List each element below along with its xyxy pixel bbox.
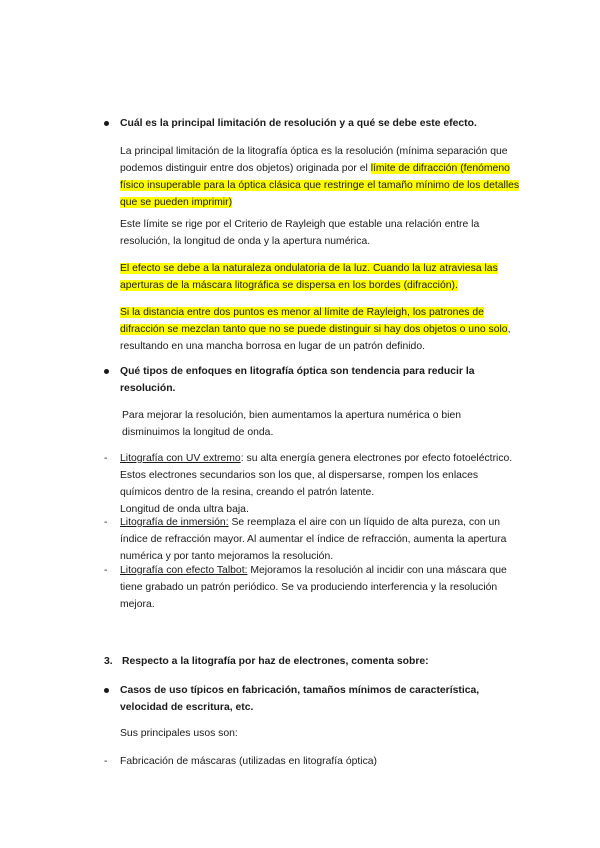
q1-p3-highlight: El efecto se debe a la naturaleza ondulatoria de la luz. Cuando la luz atraviesa las aperturas de la máscara litográfica se dispersa en los bordes (difracción). (120, 263, 498, 291)
dash-icon: - (104, 517, 108, 528)
q1-paragraph-2: Este límite se rige por el Criterio de Rayleigh que estable una relación entre la resolución, la longitud de onda y la apertura numérica. (120, 219, 480, 247)
bullet-icon (104, 369, 109, 374)
list-item-extra-line: Longitud de onda ultra baja. (120, 504, 249, 515)
section-3-title: Respecto a la litografía por haz de electrones, comenta sobre: (122, 656, 429, 667)
list-item-immersion (120, 514, 520, 565)
q1-paragraph-1 (120, 143, 520, 211)
question-1-title: Cuál es la principal limitación de resolución y a qué se debe este efecto. (120, 118, 477, 129)
q1-p4-highlight: Si la distancia entre dos puntos es menor al límite de Rayleigh, los patrones de difracción se mezclan tanto que no se puede distinguir si hay dos objetos o uno solo (120, 307, 508, 335)
list-item-masks: Fabricación de máscaras (utilizadas en litografía óptica) (120, 756, 378, 767)
bullet-icon (104, 121, 109, 126)
list-item-label: Litografía con efecto Talbot: (120, 565, 248, 576)
list-item-text: Se reemplaza el aire con un líquido de alta pureza, con un índice de refracción mayor. Al aumentar el índice de refracción, aumenta la apertura numérica y por tanto mejoramos la resolución. (120, 517, 507, 562)
question-2-title: Qué tipos de enfoques en litografía óptica son tendencia para reducir la resolución. (120, 366, 475, 394)
list-item-label: Litografía con UV extremo (120, 453, 241, 464)
section-3-number: 3. (104, 656, 113, 667)
list-item-text: Mejoramos la resolución al incidir con una máscara que tiene grabado un patrón periódico. Se va produciendo interferencia y la resolución mejora. (120, 565, 507, 610)
list-item-label: Litografía de inmersión: (120, 517, 229, 528)
q1-p4-text: , resultando en una mancha borrosa en lugar de un patrón definido. (120, 324, 511, 352)
q1-p1-text: La principal limitación de la litografía óptica es la resolución (mínima separación que podemos distinguir entre dos objetos) originada por el (120, 146, 508, 174)
dash-icon: - (104, 756, 108, 767)
q1-p1-highlight: límite de difracción (fenómeno físico insuperable para la óptica clásica que restringe el tamaño mínimo de los detalles que se pueden imprimir) (120, 163, 520, 208)
list-item-text: : su alta energía genera electrones por efecto fotoeléctrico. Estos electrones secundarios son los que, al dispersarse, rompen los enlaces químicos dentro de la resina, creando el patrón latente. (120, 453, 513, 498)
q1-paragraph-3 (120, 260, 520, 294)
bullet-icon (104, 688, 109, 693)
list-item-talbot (120, 562, 520, 613)
q2-intro: Para mejorar la resolución, bien aumentamos la apertura numérica o bien disminuimos la longitud de onda. (122, 410, 462, 438)
list-item-euv (120, 450, 520, 518)
dash-icon: - (104, 565, 108, 576)
q1-paragraph-4 (120, 304, 520, 355)
section-3-bullet-title: Casos de uso típicos en fabricación, tamaños mínimos de característica, velocidad de escritura, etc. (120, 685, 480, 713)
dash-icon: - (104, 453, 108, 464)
section-3-intro: Sus principales usos son: (120, 728, 238, 739)
